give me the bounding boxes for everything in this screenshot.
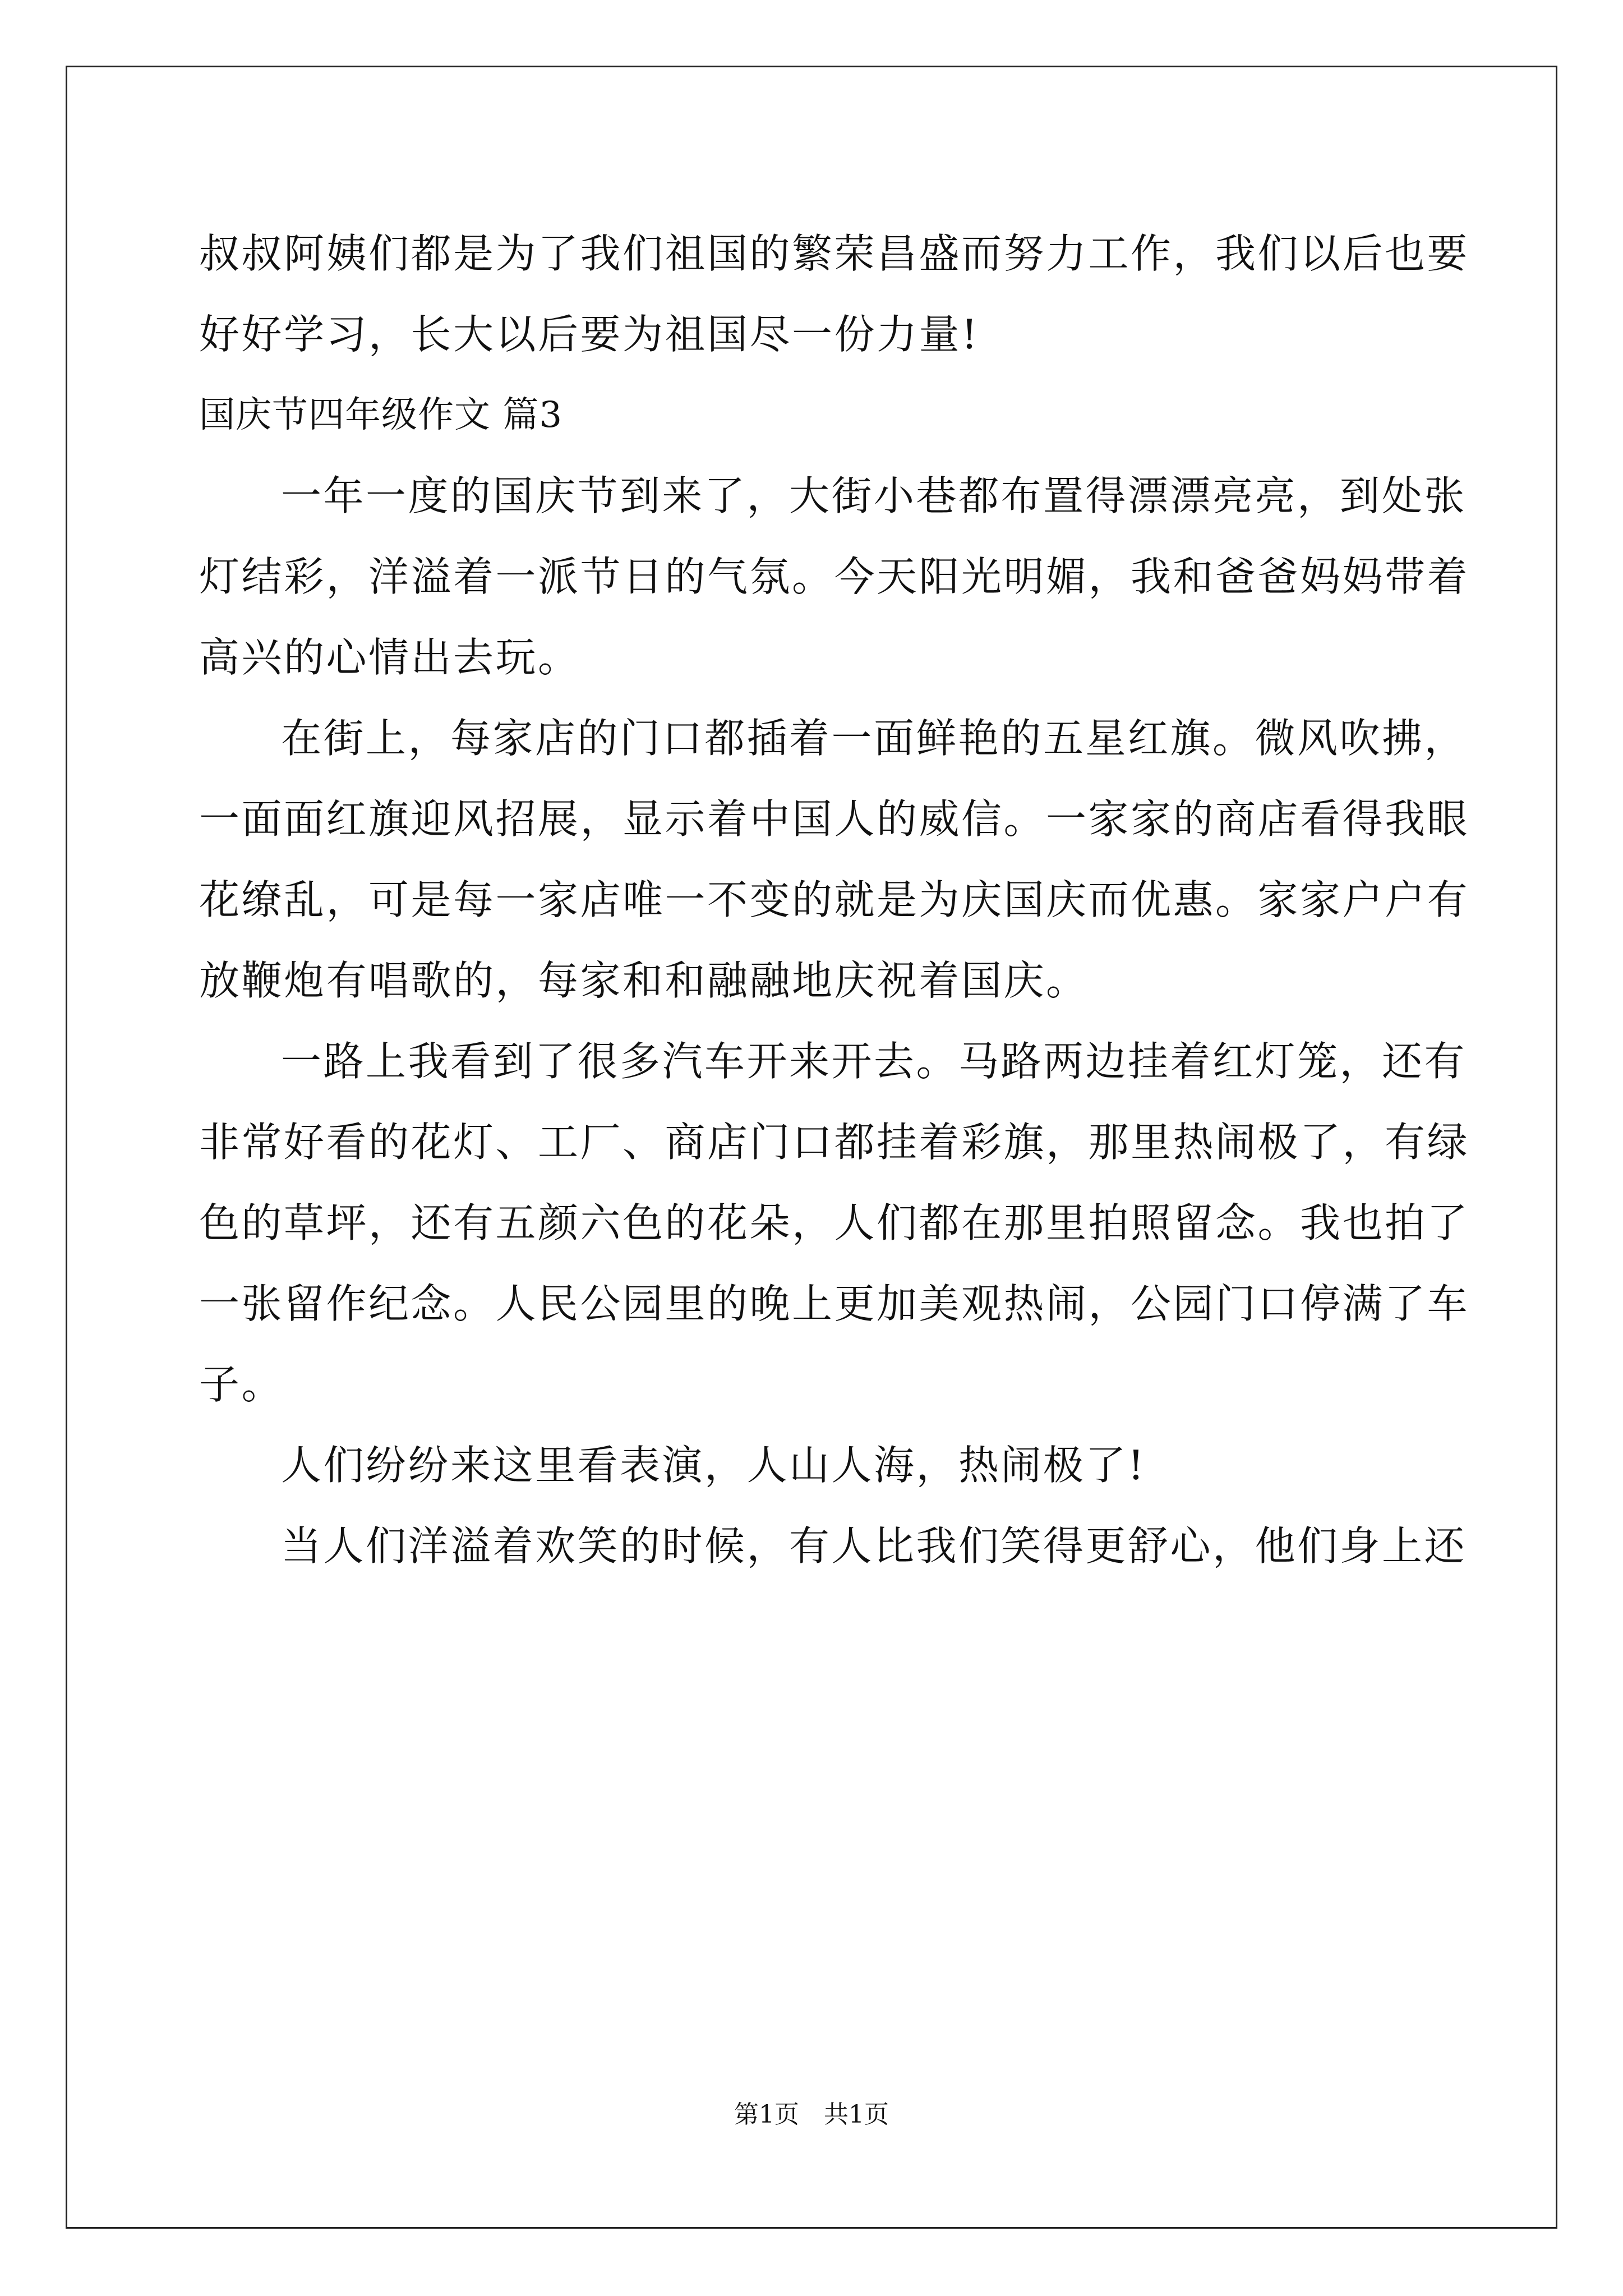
section-heading: 国庆节四年级作文 篇3: [199, 394, 563, 436]
text-line: 灯结彩，洋溢着一派节日的气氛。今天阳光明媚，我和爸爸妈妈带着: [199, 553, 1470, 600]
text-line: 色的草坪，还有五颜六色的花朵，人们都在那里拍照留念。我也拍了: [199, 1199, 1470, 1246]
text-line: 花缭乱，可是每一家店唯一不变的就是为庆国庆而优惠。家家户户有: [199, 876, 1470, 923]
text-line: 高兴的心情出去玩。: [199, 634, 580, 681]
text-line: 叔叔阿姨们都是为了我们祖国的繁荣昌盛而努力工作，我们以后也要: [199, 230, 1470, 277]
text-line: 一张留作纪念。人民公园里的晚上更加美观热闹，公园门口停满了车: [199, 1280, 1470, 1327]
paragraph-start-line: 在街上，每家店的门口都插着一面鲜艳的五星红旗。微风吹拂，: [281, 715, 1467, 762]
text-line: 一面面红旗迎风招展，显示着中国人的威信。一家家的商店看得我眼: [199, 795, 1470, 843]
text-line: 好好学习，长大以后要为祖国尽一份力量!: [199, 311, 980, 358]
document-body: [199, 213, 1470, 1586]
paragraph-start-line: 一年一度的国庆节到来了，大街小巷都布置得漂漂亮亮，到处张: [281, 472, 1467, 519]
text-line: 子。: [199, 1361, 284, 1408]
paragraph-start-line: 当人们洋溢着欢笑的时候，有人比我们笑得更舒心，他们身上还: [281, 1522, 1467, 1570]
page-footer: 第1页 共1页: [734, 2100, 889, 2129]
text-line: 放鞭炮有唱歌的，每家和和融融地庆祝着国庆。: [199, 957, 1089, 1004]
paragraph-start-line: 一路上我看到了很多汽车开来开去。马路两边挂着红灯笼，还有: [281, 1038, 1467, 1085]
text-line: 非常好看的花灯、工厂、商店门口都挂着彩旗，那里热闹极了，有绿: [199, 1119, 1470, 1166]
paragraph-start-line: 人们纷纷来这里看表演，人山人海，热闹极了!: [281, 1442, 1146, 1489]
